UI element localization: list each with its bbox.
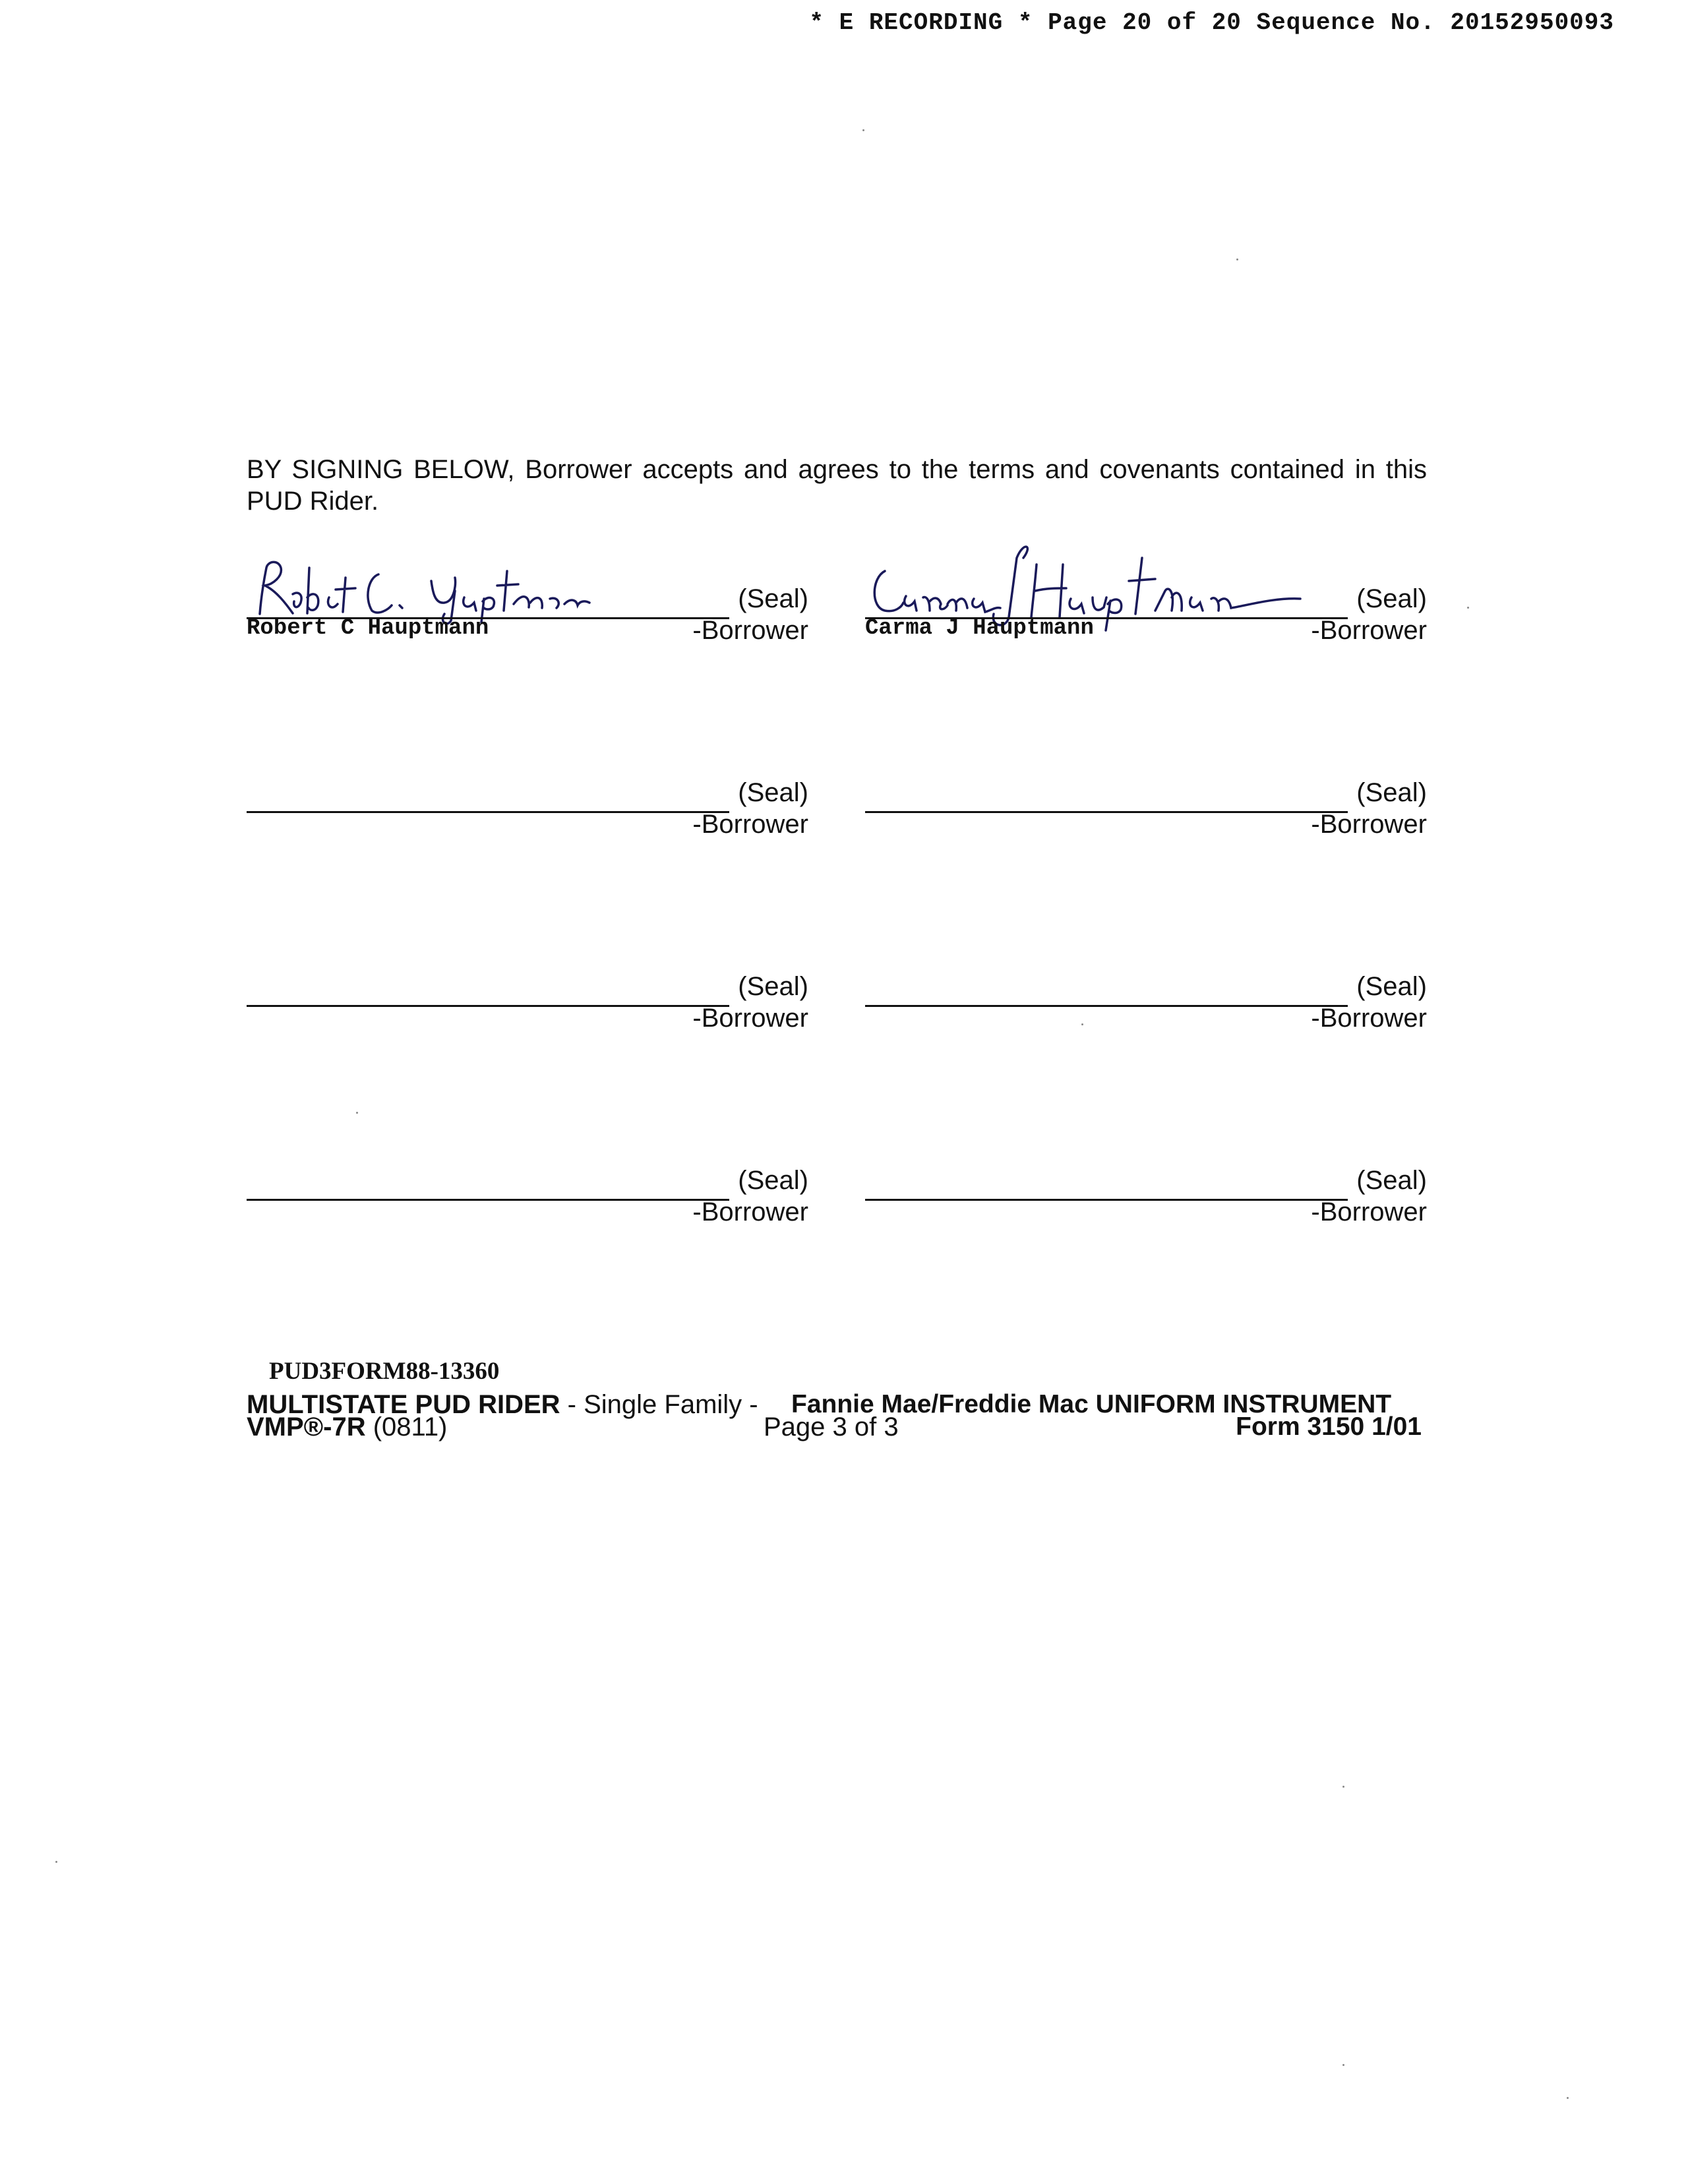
borrower-label: -Borrower [1311, 1004, 1427, 1033]
scan-speck [356, 1112, 358, 1114]
signature-block-3 [247, 778, 808, 851]
scan-speck [55, 1861, 57, 1863]
seal-label: (Seal) [1356, 584, 1427, 613]
scan-speck [1467, 607, 1469, 609]
form-code: PUD3FORM88-13360 [269, 1358, 500, 1385]
scan-speck [1567, 2097, 1569, 2099]
borrower-label: -Borrower [1311, 616, 1427, 645]
rider-title-rest: - Single Family - [560, 1390, 758, 1419]
borrower-label: -Borrower [1311, 1198, 1427, 1227]
signature-line[interactable] [247, 811, 729, 813]
borrower-label: -Borrower [692, 1198, 808, 1227]
signer-name: Carma J Hauptmann [865, 616, 1094, 641]
vmp-code [247, 1412, 447, 1442]
rider-title-bold: MULTISTATE PUD RIDER [247, 1390, 560, 1419]
signing-statement: BY SIGNING BELOW, Borrower accepts and agrees to the terms and covenants contained in this PUD Rider. [247, 455, 1427, 516]
signature-line[interactable] [247, 1005, 729, 1007]
signature-line[interactable] [865, 1005, 1348, 1007]
vmp-code-rest: (0811) [365, 1412, 448, 1441]
seal-label: (Seal) [738, 584, 808, 613]
seal-label: (Seal) [738, 1166, 808, 1195]
scan-speck [1081, 1023, 1083, 1025]
seal-label: (Seal) [1356, 778, 1427, 807]
signature-block-8 [865, 1166, 1427, 1238]
signature-line[interactable] [865, 1199, 1348, 1201]
signature-block-2 [865, 584, 1427, 657]
vmp-code-bold: VMP®-7R [247, 1412, 366, 1441]
borrower-label: -Borrower [692, 616, 808, 645]
scan-speck [1342, 2064, 1344, 2066]
seal-label: (Seal) [738, 778, 808, 807]
uniform-instrument-label: Fannie Mae/Freddie Mac UNIFORM INSTRUMENT [791, 1390, 1392, 1418]
signature-block-5 [247, 972, 808, 1045]
seal-label: (Seal) [1356, 1166, 1427, 1195]
recording-header: * E RECORDING * Page 20 of 20 Sequence No. 20152950093 [809, 9, 1614, 36]
page-number: Page 3 of 3 [764, 1412, 899, 1441]
signature-block-1 [247, 584, 808, 657]
seal-label: (Seal) [738, 972, 808, 1001]
borrower-label: -Borrower [1311, 810, 1427, 839]
signature-block-6 [865, 972, 1427, 1045]
signature-line[interactable] [247, 1199, 729, 1201]
seal-label: (Seal) [1356, 972, 1427, 1001]
borrower-label: -Borrower [692, 1004, 808, 1033]
signature-line[interactable] [865, 811, 1348, 813]
signer-name: Robert C Hauptmann [247, 616, 489, 641]
form-number: Form 3150 1/01 [1236, 1412, 1422, 1441]
scan-speck [1236, 258, 1238, 260]
scan-speck [1342, 1786, 1344, 1788]
borrower-label: -Borrower [692, 810, 808, 839]
signature-block-7 [247, 1166, 808, 1238]
signature-block-4 [865, 778, 1427, 851]
scan-speck [862, 129, 864, 131]
